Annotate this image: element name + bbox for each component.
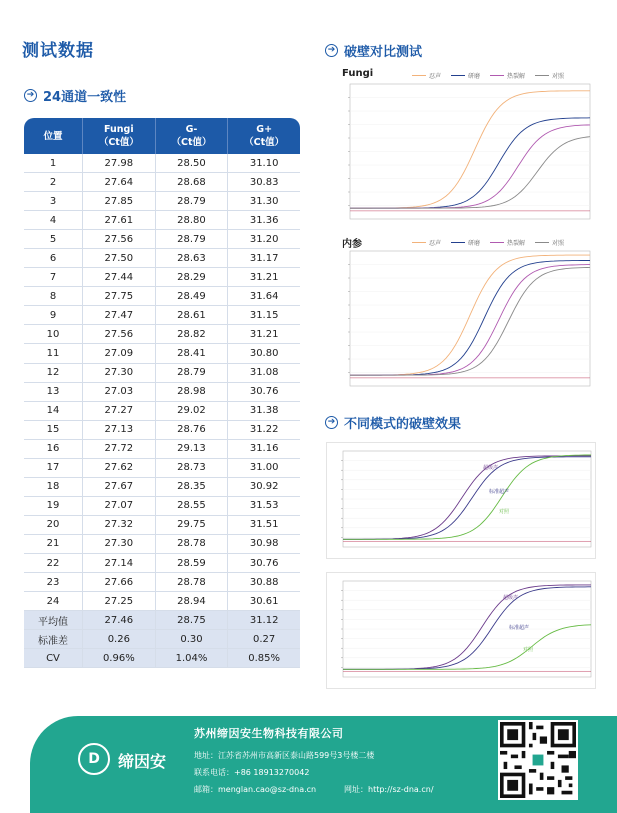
table-header-row — [24, 118, 300, 154]
arrow-right-icon: ➔ — [325, 44, 338, 57]
table-row — [24, 383, 300, 402]
section-compare-heading — [325, 41, 422, 60]
table-cell: 21 — [24, 535, 82, 554]
table-cell: 27.66 — [82, 573, 155, 592]
table-row — [24, 478, 300, 497]
header-position: 位置 — [24, 118, 82, 154]
chart-mode-1 — [326, 442, 596, 559]
table-cell: 27.67 — [82, 478, 155, 497]
table-cell: 31.00 — [227, 459, 300, 478]
summary-cell: 0.30 — [155, 630, 228, 649]
table-cell: 23 — [24, 573, 82, 592]
table-cell: 27.14 — [82, 554, 155, 573]
table-cell: 30.76 — [227, 554, 300, 573]
section-label: 破壁对比测试 — [344, 45, 423, 60]
table-cell: 27.03 — [82, 383, 155, 402]
summary-cell: 0.96% — [82, 649, 155, 668]
summary-cell: 27.46 — [82, 611, 155, 630]
table-cell: 31.10 — [227, 154, 300, 173]
table-cell: 7 — [24, 268, 82, 287]
table-cell: 28.78 — [155, 535, 228, 554]
table-cell: 18 — [24, 478, 82, 497]
table-cell: 27.25 — [82, 592, 155, 611]
table-row — [24, 402, 300, 421]
table-cell: 3 — [24, 192, 82, 211]
table-cell: 28.76 — [155, 421, 228, 440]
table-row — [24, 440, 300, 459]
table-cell: 11 — [24, 344, 82, 363]
table-cell: 28.41 — [155, 344, 228, 363]
header-fungi: Fungi （Ct值） — [82, 118, 155, 154]
table-cell: 28.59 — [155, 554, 228, 573]
chart-fungi — [338, 66, 592, 226]
summary-cell: 平均值 — [24, 611, 82, 630]
table-cell: 28.49 — [155, 287, 228, 306]
summary-row — [24, 630, 300, 649]
table-cell: 27.98 — [82, 154, 155, 173]
table-cell: 14 — [24, 402, 82, 421]
series-label: 对照 — [523, 647, 534, 653]
table-row — [24, 497, 300, 516]
chart-plot — [338, 66, 592, 226]
legend-label: 对照 — [552, 73, 565, 80]
table-row — [24, 249, 300, 268]
website-link[interactable]: 网址：http://sz-dna.cn/ — [344, 785, 434, 794]
table-cell: 31.22 — [227, 421, 300, 440]
table-row — [24, 230, 300, 249]
table-row — [24, 325, 300, 344]
section-label: 不同模式的破壁效果 — [344, 417, 462, 432]
table-cell: 30.76 — [227, 383, 300, 402]
legend-label: 研磨 — [468, 73, 481, 80]
summary-cell: 0.27 — [227, 630, 300, 649]
table-cell: 31.64 — [227, 287, 300, 306]
series-label: 标准超声 — [489, 489, 510, 495]
table-cell: 27.09 — [82, 344, 155, 363]
table-cell: 17 — [24, 459, 82, 478]
table-cell: 31.51 — [227, 516, 300, 535]
qr-code-icon[interactable] — [498, 720, 578, 800]
table-row — [24, 306, 300, 325]
summary-row — [24, 611, 300, 630]
table-cell: 27.07 — [82, 497, 155, 516]
arrow-right-icon: ➔ — [24, 89, 37, 102]
table-cell: 28.73 — [155, 459, 228, 478]
address: 地址：江苏省苏州市高新区泰山路599号3号楼二楼 — [194, 751, 375, 760]
table-cell: 2 — [24, 173, 82, 192]
table-row — [24, 516, 300, 535]
table-row — [24, 344, 300, 363]
table-cell: 6 — [24, 249, 82, 268]
table-cell: 31.21 — [227, 268, 300, 287]
table-cell: 28.29 — [155, 268, 228, 287]
table-row — [24, 173, 300, 192]
table-cell: 30.83 — [227, 173, 300, 192]
table-cell: 13 — [24, 383, 82, 402]
summary-cell: 0.26 — [82, 630, 155, 649]
section-label: 24通道一致性 — [43, 90, 127, 105]
chart-title: 内参 — [342, 239, 362, 250]
table-cell: 28.50 — [155, 154, 228, 173]
page-title: 测试数据 — [22, 41, 94, 61]
header-gpos: G+ （Ct值） — [227, 118, 300, 154]
legend-label: 对照 — [552, 240, 565, 247]
table-cell: 28.94 — [155, 592, 228, 611]
series-label: 对照 — [499, 509, 510, 515]
table-cell: 30.88 — [227, 573, 300, 592]
table-cell: 27.56 — [82, 325, 155, 344]
table-cell: 28.63 — [155, 249, 228, 268]
chart-plot — [338, 233, 592, 393]
phone: 联系电话：+86 18913270042 — [194, 768, 310, 777]
table-row — [24, 154, 300, 173]
summary-cell: 0.85% — [227, 649, 300, 668]
series-label: 超级声 — [503, 595, 519, 601]
table-cell: 28.68 — [155, 173, 228, 192]
table-cell: 9 — [24, 306, 82, 325]
table-cell: 30.92 — [227, 478, 300, 497]
table-cell: 31.20 — [227, 230, 300, 249]
table-cell: 27.50 — [82, 249, 155, 268]
section-modes-heading — [325, 413, 461, 432]
table-cell: 28.55 — [155, 497, 228, 516]
table-cell: 5 — [24, 230, 82, 249]
table-cell: 29.02 — [155, 402, 228, 421]
table-row — [24, 459, 300, 478]
table-cell: 30.61 — [227, 592, 300, 611]
table-cell: 27.47 — [82, 306, 155, 325]
table-cell: 31.08 — [227, 364, 300, 383]
table-cell: 4 — [24, 211, 82, 230]
table-row — [24, 421, 300, 440]
table-cell: 31.36 — [227, 211, 300, 230]
arrow-right-icon: ➔ — [325, 416, 338, 429]
table-cell: 27.32 — [82, 516, 155, 535]
table-cell: 31.16 — [227, 440, 300, 459]
table-cell: 30.80 — [227, 344, 300, 363]
summary-row — [24, 649, 300, 668]
chart-mode-2 — [326, 572, 596, 689]
table-cell: 24 — [24, 592, 82, 611]
table-cell: 1 — [24, 154, 82, 173]
summary-cell: 标准差 — [24, 630, 82, 649]
table-cell: 31.53 — [227, 497, 300, 516]
series-label: 标准超声 — [509, 625, 530, 631]
legend-label: 忍声 — [429, 240, 442, 247]
logo-text: 缔因安 — [118, 752, 167, 771]
table-cell: 28.82 — [155, 325, 228, 344]
table-cell: 31.15 — [227, 306, 300, 325]
company-logo-icon: D — [78, 743, 110, 775]
table-row — [24, 287, 300, 306]
table-row — [24, 535, 300, 554]
chart-plot — [327, 573, 595, 688]
consistency-table — [24, 118, 300, 668]
table-cell: 31.38 — [227, 402, 300, 421]
table-cell: 10 — [24, 325, 82, 344]
table-cell: 27.30 — [82, 535, 155, 554]
table-cell: 28.98 — [155, 383, 228, 402]
header-gneg: G- （Ct值） — [155, 118, 228, 154]
legend-label: 忍声 — [429, 73, 442, 80]
table-cell: 15 — [24, 421, 82, 440]
section-consistency-heading — [24, 86, 126, 105]
table-row — [24, 268, 300, 287]
table-cell: 28.35 — [155, 478, 228, 497]
table-cell: 28.79 — [155, 192, 228, 211]
table-cell: 30.98 — [227, 535, 300, 554]
chart-plot — [327, 443, 595, 558]
table-cell: 19 — [24, 497, 82, 516]
chart-title: Fungi — [342, 68, 374, 79]
summary-cell: 31.12 — [227, 611, 300, 630]
table-cell: 28.79 — [155, 364, 228, 383]
summary-cell: 28.75 — [155, 611, 228, 630]
table-cell: 16 — [24, 440, 82, 459]
table-cell: 27.13 — [82, 421, 155, 440]
table-cell: 27.75 — [82, 287, 155, 306]
table-cell: 20 — [24, 516, 82, 535]
company-name: 苏州缔因安生物科技有限公司 — [194, 727, 344, 740]
table-cell: 27.56 — [82, 230, 155, 249]
table-cell: 28.80 — [155, 211, 228, 230]
table-cell: 28.79 — [155, 230, 228, 249]
table-cell: 29.75 — [155, 516, 228, 535]
table-row — [24, 592, 300, 611]
table-cell: 27.44 — [82, 268, 155, 287]
table-row — [24, 554, 300, 573]
table-cell: 22 — [24, 554, 82, 573]
table-cell: 12 — [24, 364, 82, 383]
table-cell: 31.30 — [227, 192, 300, 211]
table-cell: 27.30 — [82, 364, 155, 383]
table-row — [24, 192, 300, 211]
table-cell: 8 — [24, 287, 82, 306]
table-row — [24, 364, 300, 383]
summary-cell: 1.04% — [155, 649, 228, 668]
table-cell: 27.62 — [82, 459, 155, 478]
legend-label: 热裂解 — [507, 240, 526, 247]
table-row — [24, 211, 300, 230]
table-cell: 31.17 — [227, 249, 300, 268]
table-cell: 27.72 — [82, 440, 155, 459]
table-cell: 28.78 — [155, 573, 228, 592]
table-cell: 27.85 — [82, 192, 155, 211]
legend-label: 研磨 — [468, 240, 481, 247]
table-cell: 31.21 — [227, 325, 300, 344]
table-cell: 28.61 — [155, 306, 228, 325]
series-label: 超级声 — [483, 465, 499, 471]
summary-cell: CV — [24, 649, 82, 668]
table-row — [24, 573, 300, 592]
email: 邮箱：menglan.cao@sz-dna.cn — [194, 785, 317, 794]
legend-label: 热裂解 — [507, 73, 526, 80]
table-cell: 29.13 — [155, 440, 228, 459]
table-cell: 27.27 — [82, 402, 155, 421]
chart-internal — [338, 233, 592, 393]
table-cell: 27.61 — [82, 211, 155, 230]
table-cell: 27.64 — [82, 173, 155, 192]
